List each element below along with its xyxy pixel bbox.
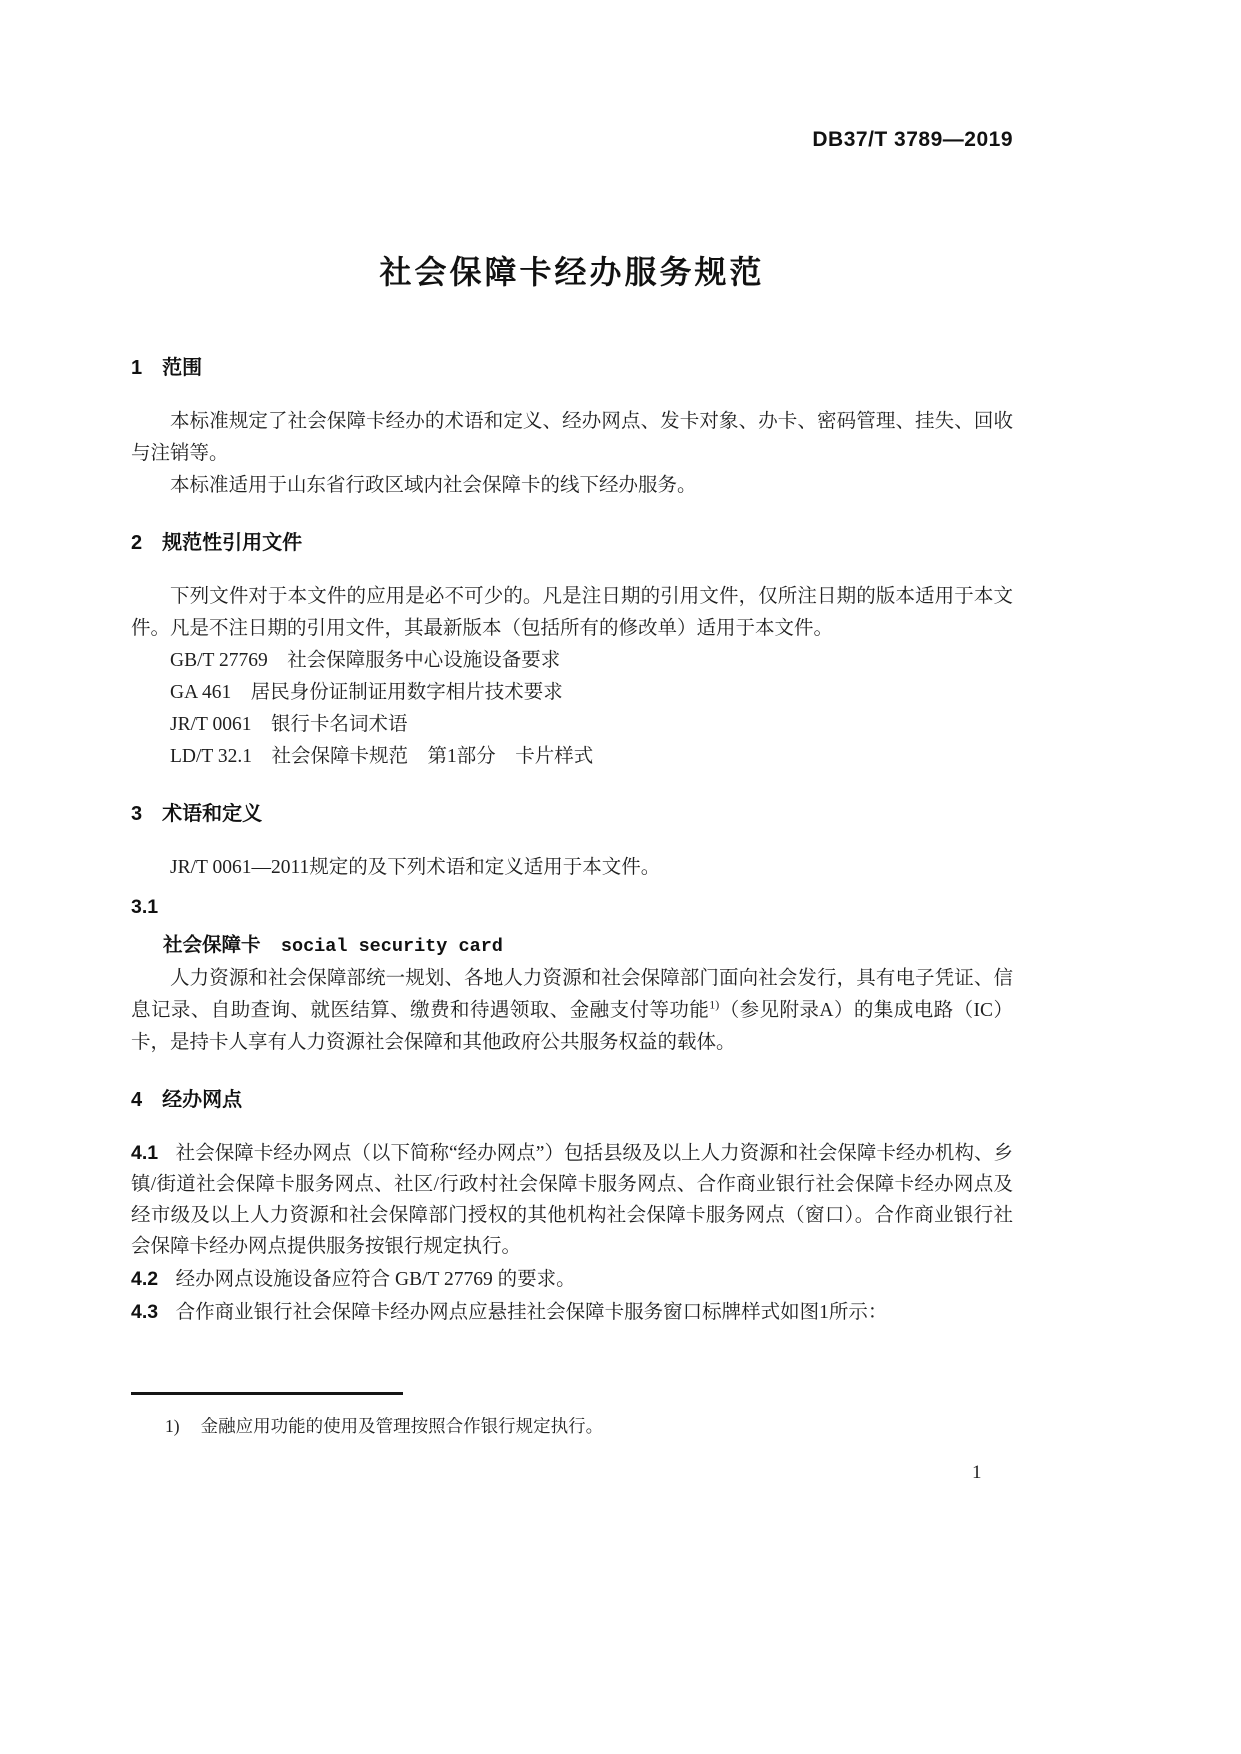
clause-4-3 (131, 1297, 1013, 1328)
section-1-para-1: 本标准规定了社会保障卡经办的术语和定义、经办网点、发卡对象、办卡、密码管理、挂失、回收与注销等。 (131, 411, 1013, 464)
footnote-divider (131, 1392, 403, 1395)
definition-text-part2: （参见附录A）的集成电路（IC）卡，是持卡人享有人力资源社会保障和其他政府公共服务权益的载体。 (131, 1000, 1013, 1053)
clause-4-1-number: 4.1 (131, 1142, 159, 1164)
clause-4-3-text: 合作商业银行社会保障卡经办网点应悬挂社会保障卡服务窗口标牌样式如图1所示： (175, 1302, 888, 1323)
reference-item: LD/T 32.1 社会保障卡规范 第1部分 卡片样式 (170, 746, 594, 767)
term-en-label: social security card (280, 936, 503, 957)
reference-item: GB/T 27769 社会保障服务中心设施设备要求 (170, 650, 561, 671)
footnote-number: 1) (165, 1415, 180, 1436)
footnote (131, 1413, 1013, 1439)
clause-4-2 (131, 1264, 1013, 1295)
definition-text-part1: 人力资源和社会保障部统一规划、各地人力资源和社会保障部门面向社会发行，具有电子凭证、信息记录、自助查询、就医结算、缴费和待遇领取、金融支付等功能 (131, 968, 1013, 1021)
footnote-reference-superscript: 1) (709, 997, 720, 1012)
footnote-text: 金融应用功能的使用及管理按照合作银行规定执行。 (200, 1415, 604, 1436)
clause-3-1-number: 3.1 (131, 896, 159, 918)
footnote-area (131, 1392, 1013, 1456)
term-zh-label: 社会保障卡 (163, 934, 261, 956)
section-1-heading: 1 范围 (131, 357, 203, 379)
clause-4-1 (131, 1138, 1013, 1262)
section-2-heading: 2 规范性引用文件 (131, 532, 303, 554)
clause-4-3-number: 4.3 (131, 1301, 159, 1323)
page-title: 社会保障卡经办服务规范 (379, 254, 765, 290)
section-1-para-2: 本标准适用于山东省行政区域内社会保障卡的线下经办服务。 (170, 475, 697, 496)
term-line (131, 929, 1013, 963)
reference-item: GA 461 居民身份证制证用数字相片技术要求 (170, 682, 563, 703)
doc-code: DB37/T 3789—2019 (812, 128, 1013, 151)
section-3-intro: JR/T 0061—2011规定的及下列术语和定义适用于本文件。 (170, 857, 661, 878)
clause-4-1-text: 社会保障卡经办网点（以下简称“经办网点”）包括县级及以上人力资源和社会保障卡经办机构、乡镇/街道社会保障卡服务网点、社区/行政村社会保障卡服务网点、合作商业银行社会保障卡经办网点及经市级及以上人力资源和社会保障部门授权的其他机构社会保障卡服务网点（窗口）。合作商业银行社会保障卡经办网点提供服务按银行规定执行。 (131, 1143, 1013, 1257)
term-definition (131, 963, 1013, 1059)
section-2-intro: 下列文件对于本文件的应用是必不可少的。凡是注日期的引用文件，仅所注日期的版本适用于本文件。凡是不注日期的引用文件，其最新版本（包括所有的修改单）适用于本文件。 (131, 586, 1013, 639)
clause-4-2-number: 4.2 (131, 1268, 159, 1290)
reference-item: JR/T 0061 银行卡名词术语 (170, 714, 408, 735)
section-4-heading: 4 经办网点 (131, 1089, 243, 1111)
section-3-heading: 3 术语和定义 (131, 803, 263, 825)
page-number: 1 (972, 1462, 982, 1483)
clause-4-2-text: 经办网点设施设备应符合 GB/T 27769 的要求。 (175, 1269, 576, 1290)
